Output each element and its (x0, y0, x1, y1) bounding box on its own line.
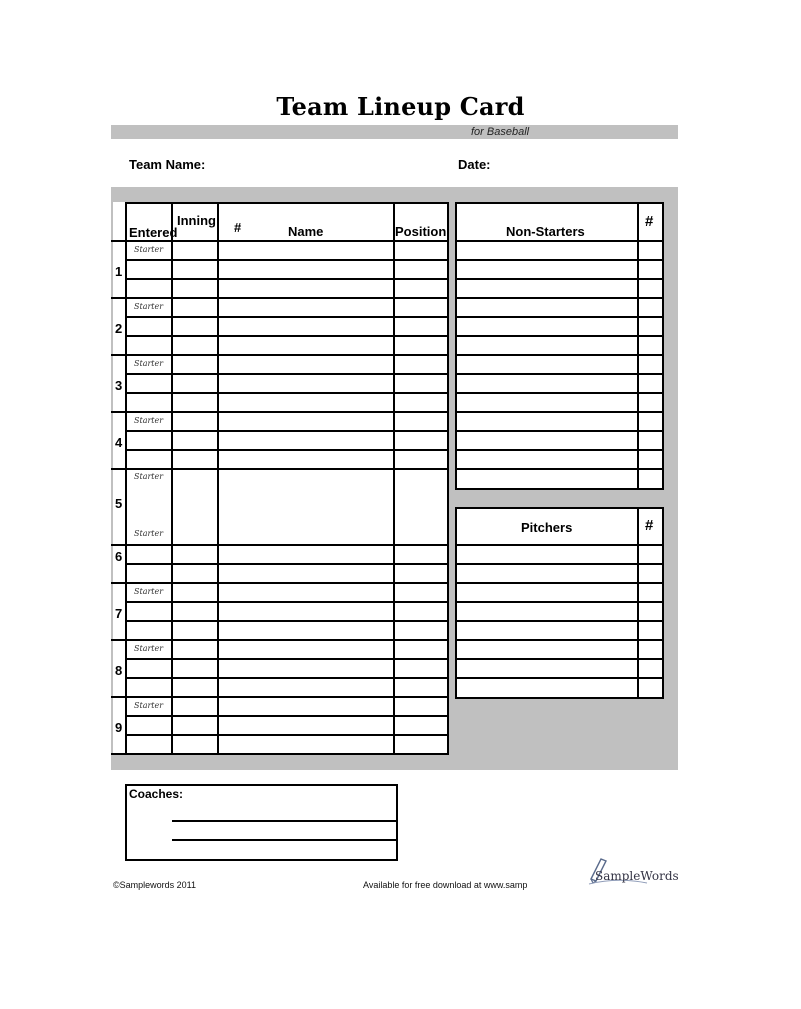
starter-label: Starter (134, 245, 164, 254)
ns-hline (455, 373, 664, 375)
slot-number: 4 (115, 435, 123, 450)
p-vline (637, 507, 639, 699)
ns-hline (455, 202, 664, 204)
starter-label: Starter (134, 472, 164, 481)
footer-download: Available for free download at www.samp (363, 880, 528, 890)
p-hline (455, 639, 664, 641)
title-band (111, 125, 678, 139)
starter-label: Starter (134, 701, 164, 710)
lineup-hline (125, 677, 449, 679)
brand-name: SampleWords (595, 869, 679, 883)
lineup-hline (125, 392, 449, 394)
starter-label: Starter (134, 302, 164, 311)
p-hline (455, 658, 664, 660)
slot-number: 3 (115, 378, 123, 393)
p-vline (662, 507, 664, 699)
team-name-label: Team Name: (129, 157, 206, 172)
lineup-hline (111, 582, 449, 584)
ns-vline (455, 202, 457, 490)
slot-number: 5 (115, 496, 123, 511)
lineup-vline (217, 202, 219, 755)
starter-label: Starter (134, 644, 164, 653)
p-hline (455, 544, 664, 546)
lineup-hline (111, 696, 449, 698)
lineup-hline (125, 278, 449, 280)
lineup-hline (125, 601, 449, 603)
pitchers-title: Pitchers (521, 520, 573, 535)
lineup-hline (125, 259, 449, 261)
lineup-vline (447, 202, 449, 755)
p-hline (455, 601, 664, 603)
slot-number: 1 (115, 264, 123, 279)
lineup-hline (111, 354, 449, 356)
col-header-entered: Entered (129, 225, 178, 240)
slot-number: 2 (115, 321, 123, 336)
lineup-vline (125, 202, 127, 755)
p-hline (455, 677, 664, 679)
ns-hline (455, 335, 664, 337)
ns-hline (455, 392, 664, 394)
non-starters-table-bg (456, 202, 663, 489)
slot-number: 7 (115, 606, 123, 621)
col-header-number: # (234, 220, 242, 235)
lineup-table-bg (113, 202, 448, 754)
lineup-hline (125, 335, 449, 337)
ns-hline (455, 468, 664, 470)
ns-hline (455, 240, 664, 242)
coaches-line (172, 820, 396, 822)
date-label: Date: (458, 157, 491, 172)
ns-hline (455, 278, 664, 280)
p-hline (455, 563, 664, 565)
lineup-hline (125, 715, 449, 717)
lineup-hline (125, 449, 449, 451)
subtitle: for Baseball (471, 126, 530, 138)
lineup-hline (125, 316, 449, 318)
slot-number: 6 (115, 549, 123, 564)
lineup-hline (111, 544, 449, 546)
ns-hline (455, 259, 664, 261)
col-header-inning: Inning (177, 213, 216, 228)
ns-vline (662, 202, 664, 490)
coaches-line (172, 839, 396, 841)
lineup-hline (125, 373, 449, 375)
pitchers-number-header: # (645, 517, 654, 534)
coaches-label: Coaches: (129, 787, 184, 801)
lineup-hline (111, 468, 449, 470)
starter-label: Starter (134, 587, 164, 596)
lineup-hline (125, 620, 449, 622)
ns-hline (455, 430, 664, 432)
lineup-vline (393, 202, 395, 755)
lineup-hline (125, 430, 449, 432)
col-header-name: Name (288, 224, 324, 239)
ns-hline (455, 449, 664, 451)
footer-copyright: ©Samplewords 2011 (113, 880, 197, 890)
p-hline (455, 620, 664, 622)
col-header-position: Position (395, 224, 447, 239)
lineup-hline (125, 734, 449, 736)
starter-label: Starter (134, 529, 164, 538)
lineup-hline (125, 658, 449, 660)
ns-hline (455, 354, 664, 356)
page-title: Team Lineup Card (276, 92, 525, 121)
lineup-hline (111, 411, 449, 413)
ns-vline (637, 202, 639, 490)
p-vline (455, 507, 457, 699)
p-hline (455, 697, 664, 699)
slot-number: 9 (115, 720, 123, 735)
ns-hline (455, 411, 664, 413)
p-hline (455, 582, 664, 584)
lineup-hline (111, 240, 449, 242)
slot-number: 8 (115, 663, 123, 678)
p-hline (455, 507, 664, 509)
starter-label: Starter (134, 359, 164, 368)
ns-hline (455, 297, 664, 299)
lineup-vline (171, 202, 173, 755)
lineup-hline (111, 753, 449, 755)
ns-hline (455, 488, 664, 490)
non-starters-number-header: # (645, 213, 654, 230)
starter-label: Starter (134, 416, 164, 425)
lineup-hline (111, 297, 449, 299)
ns-hline (455, 316, 664, 318)
lineup-hline (111, 639, 449, 641)
lineup-hline (125, 563, 449, 565)
lineup-hline (125, 202, 449, 204)
non-starters-title: Non-Starters (506, 224, 585, 239)
